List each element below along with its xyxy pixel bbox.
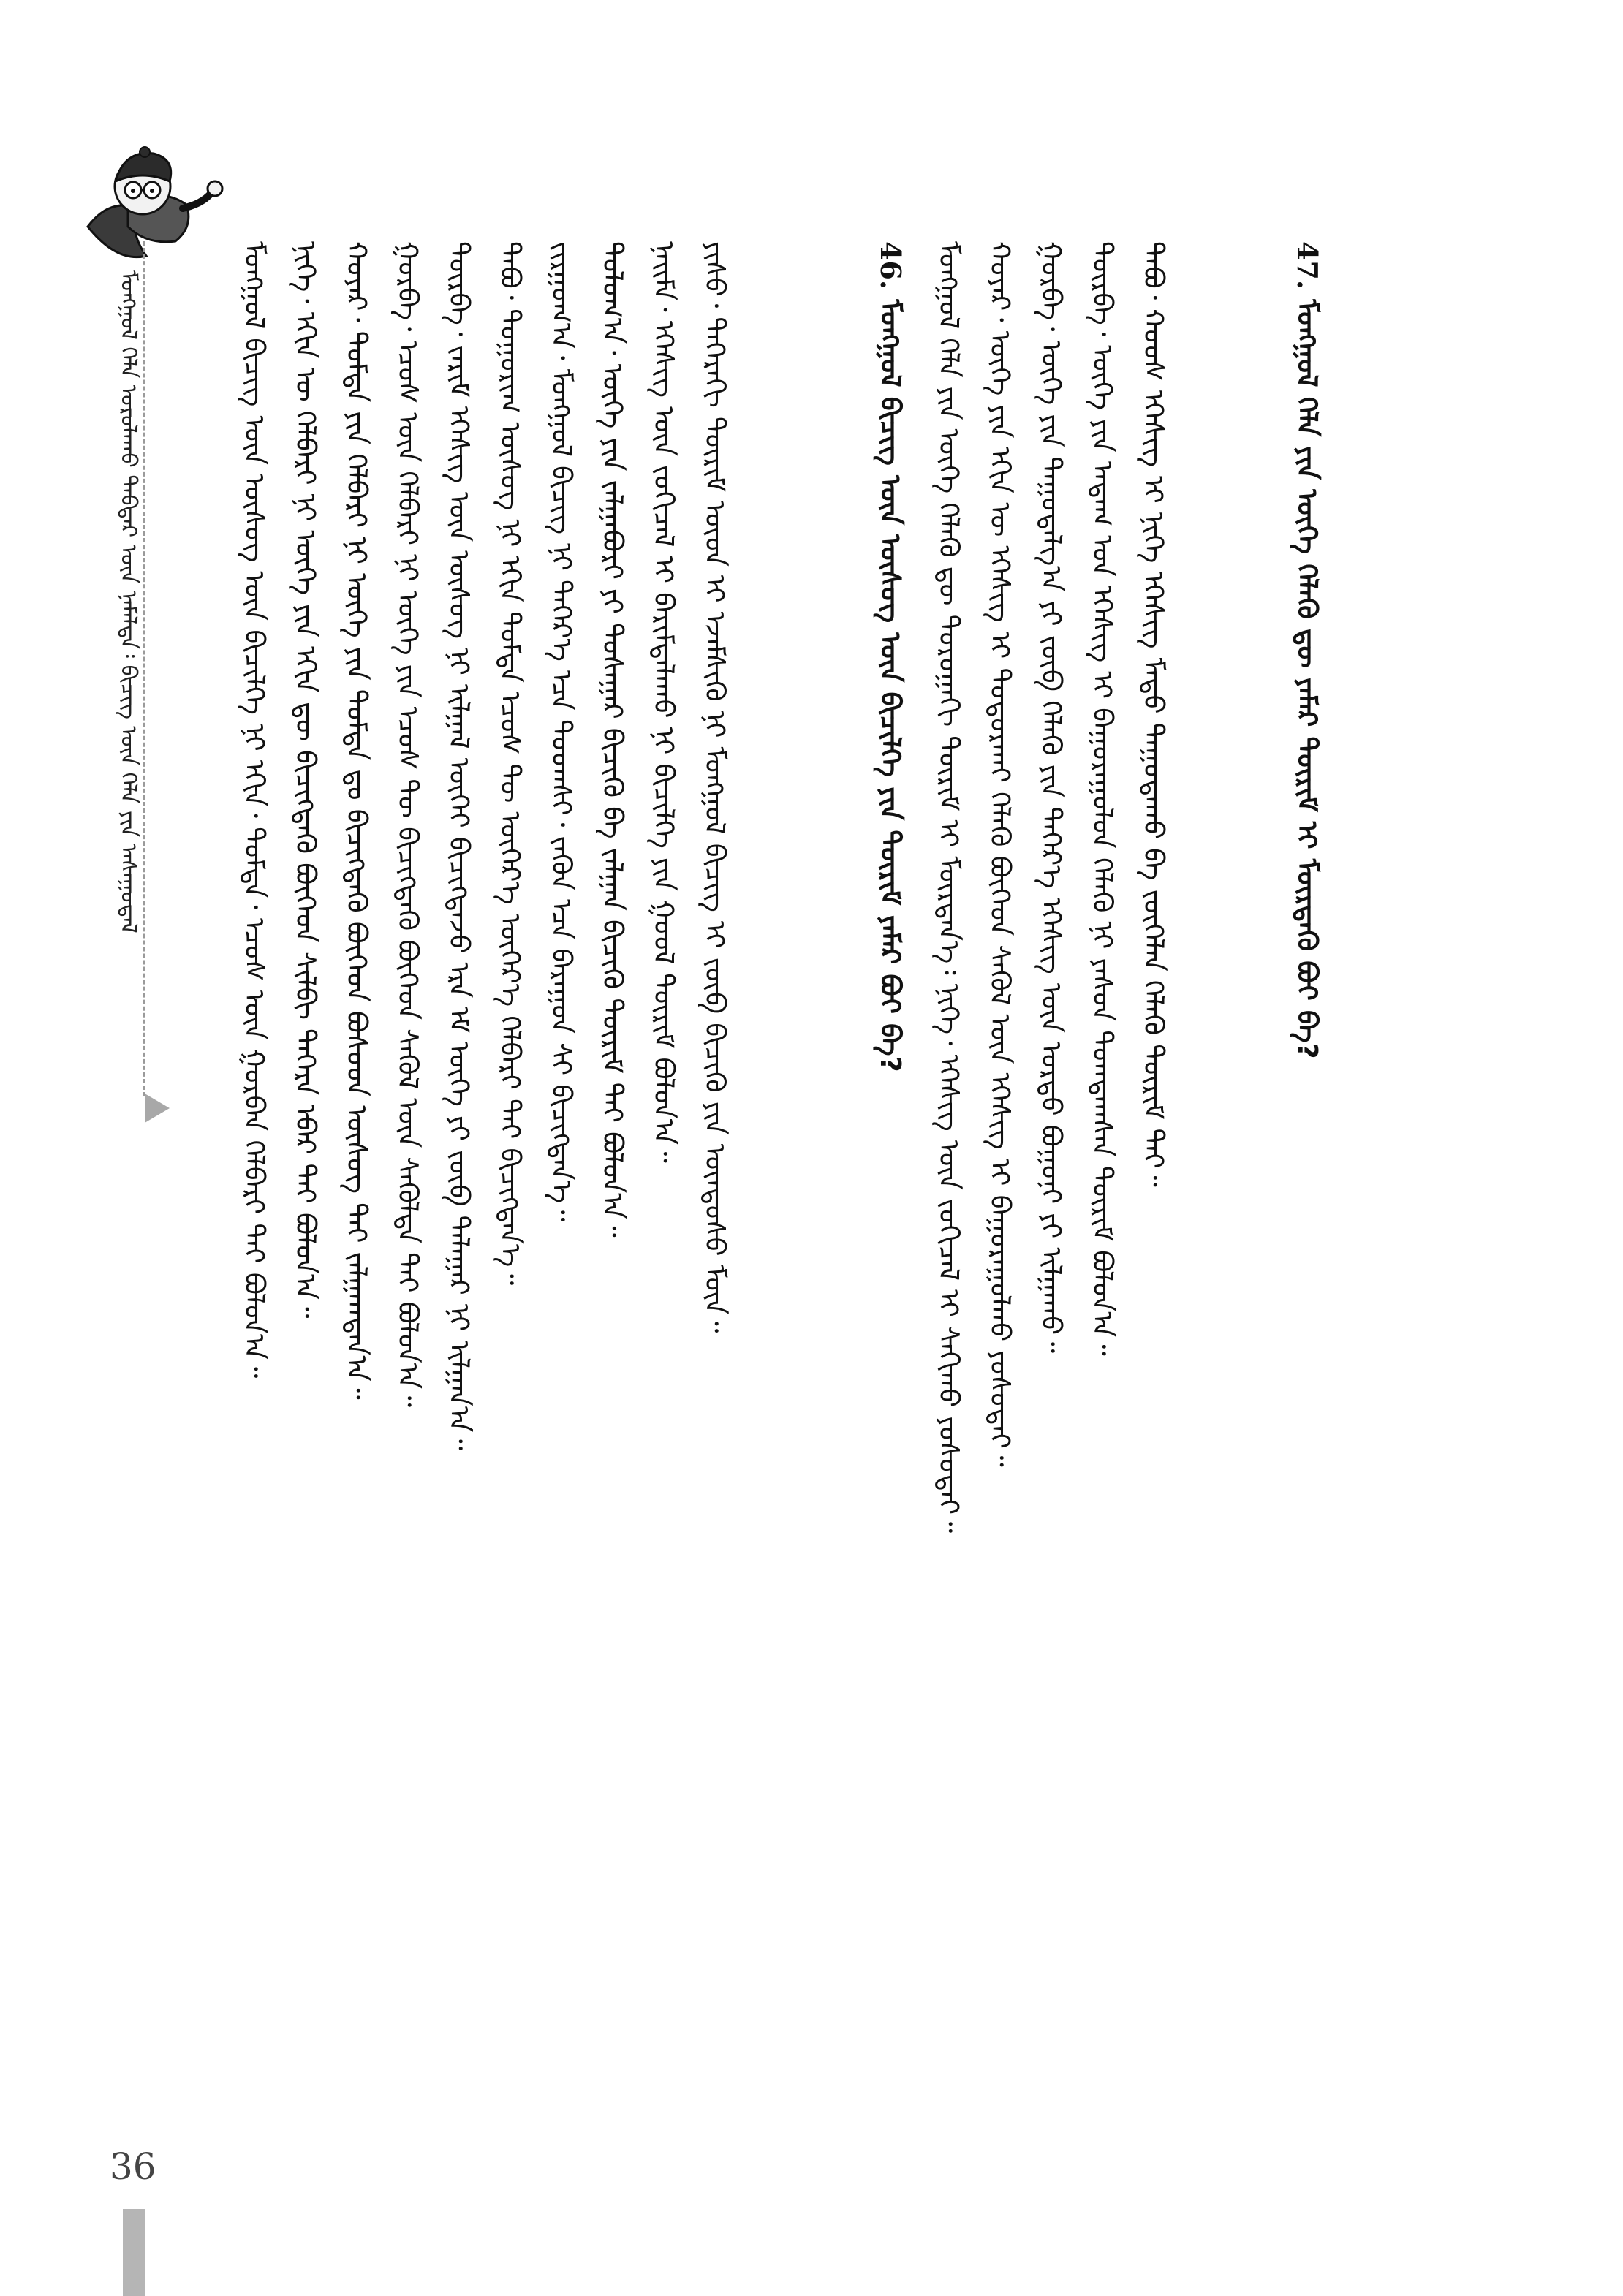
q47-body-line-3: ᠭᠤᠷᠪᠠ᠂ ᠦᠭᠡ ᠶᠢᠨ ᠳᠠᠭᠤᠳᠠᠯᠭ᠎ᠠ ᠶᠢ ᠵᠥᠪ ᠬᠡᠯᠡᠬᠦ ᠶᠢᠨ ᠲᠡᠭᠡᠷ᠎ᠡ ᠡᠭᠡᠰᠢᠭ ᠦᠨ ᠤᠷᠳᠤ ᠪᠤᠭᠤᠨᠢ ᠶᠢ ᠢᠯᠭᠠᠬᠤ᠃ xyxy=(1035,241,1067,1354)
q46-body-line-4: ᠭᠤᠷᠪᠠ᠂ ᠡᠴᠦᠰ ᠦᠨ ᠬᠡᠯᠪᠡᠷᠢ ᠨᠢ ᠦᠭᠡ ᠶᠢᠨ ᠡᠴᠦᠰ ᠲᠦ ᠪᠢᠴᠢᠭᠳᠡᠬᠦ ᠪᠥᠭᠡᠳ ᠰᠡᠭᠦᠯ ᠦᠨ ᠰᠡᠭᠦᠯᠲᠡ ᠲᠡᠢ ᠪᠣᠯᠣᠨ᠎ᠠ᠃ xyxy=(392,241,424,1408)
q46-body-line-2: ᠨᠢᠭᠡ᠂ ᠡᠬᠢᠨ ᠦ ᠬᠡᠯᠪᠡᠷᠢ ᠨᠢ ᠦᠭᠡ ᠶᠢᠨ ᠡᠬᠢᠨ ᠳᠦ ᠪᠢᠴᠢᠭᠳᠡᠬᠦ ᠪᠥᠭᠡᠳ ᠰᠢᠯᠪᠢ ᠳᠡᠭᠡᠷᠡ ᠡᠪᠡᠷ ᠲᠡᠢ ᠪᠣᠯᠣᠨ᠎ᠠ᠃ xyxy=(290,241,322,1319)
q46-body-line-9: ᠨᠠᠢᠮᠠ᠂ ᠡᠭᠡᠰᠢᠭ ᠦᠨ ᠵᠣᠬᠢᠴᠠᠯ ᠢ ᠪᠠᠷᠢᠮᠲᠠᠯᠠᠬᠤ ᠨᠢ ᠪᠢᠴᠢᠯᠭᠡ ᠶᠢᠨ ᠭᠣᠣᠯ ᠳᠦᠷᠢᠮ ᠪᠣᠯᠣᠨ᠎ᠠ᠃ xyxy=(648,241,680,1163)
q47-body-line-4: ᠳᠥᠷᠪᠡ᠂ ᠦᠭᠡ ᠶᠢᠨ ᠠᠳᠠᠭ ᠤᠨ ᠡᠭᠡᠰᠢᠭ ᠢ ᠪᠠᠭᠤᠷᠠᠭᠤᠯᠤᠨ ᠬᠡᠯᠡᠬᠦ ᠨᠢ ᠶᠠᠰᠤᠨ ᠲᠣᠭᠲᠠᠭᠰᠠᠨ ᠳᠦᠷᠢᠮ ᠪᠣᠯᠣᠨ᠎ᠠ᠃ xyxy=(1086,241,1119,1356)
q46-heading xyxy=(870,241,911,2083)
q46-title: ᠮᠣᠩᠭᠣᠯ ᠪᠢᠴᠢᠭ ᠦᠨ ᠦᠰᠦᠭ ᠦᠨ ᠪᠢᠴᠢᠯᠭᠡ ᠶᠢᠨ ᠳᠦᠷᠢᠮ ᠶᠠᠮᠠᠷ ᠪᠤᠢ ᠪᠡ? xyxy=(874,299,907,1072)
q46-body-line-1: ᠮᠣᠩᠭᠣᠯ ᠪᠢᠴᠢᠭ ᠦᠨ ᠦᠰᠦᠭ ᠦᠨ ᠪᠢᠴᠢᠯᠭᠡ ᠨᠢ ᠡᠬᠢᠨ᠂ ᠳᠤᠮᠳᠠ᠂ ᠡᠴᠦᠰ ᠦᠨ ᠭᠤᠷᠪᠠᠨ ᠬᠡᠯᠪᠡᠷᠢ ᠲᠠᠢ ᠪᠣᠯᠣᠨ᠎ᠠ᠃ xyxy=(238,241,270,1379)
page-edge-bar xyxy=(123,2209,145,2296)
q47-number: 47. xyxy=(1291,241,1324,290)
triangle-arrow-icon xyxy=(145,1094,170,1123)
q47-body-line-1: ᠮᠣᠩᠭᠣᠯ ᠬᠡᠯᠡ ᠶᠢᠨ ᠦᠭᠡ ᠬᠡᠯᠡᠬᠦ ᠳᠦ ᠳᠣᠷᠣᠭᠠᠬᠢ ᠳᠦᠷᠢᠮ ᠢ ᠮᠦᠷᠳᠡᠨ᠎ᠡ᠄ ᠨᠢᠭᠡ᠂ ᠡᠭᠡᠰᠢᠭ ᠦᠨ ᠵᠣᠬᠢᠴᠠᠯ ᠢ ᠰᠠᠬᠢᠬᠤ ᠶᠣᠰᠣᠲᠠᠢ᠃ xyxy=(933,241,965,1534)
flying-mascot-illustration xyxy=(58,117,227,285)
running-header: ᠮᠣᠩᠭᠣᠯ ᠬᠡᠯᠡ ᠤᠷᠤᠯᠠᠬᠤ ᠳᠡᠪᠲᠡᠷ ᠦᠨ ᠨᠡᠮᠡᠯᠲᠡ᠄ ᠪᠢᠴᠢᠭ ᠦᠨ ᠬᠡᠯᠡ ᠶᠢᠨ ᠠᠰᠠᠭᠤᠳᠠᠯ xyxy=(116,270,141,933)
q46-body-line-8: ᠳᠣᠯᠣᠭ᠎ᠠ᠂ ᠦᠭᠡ ᠶᠢᠨ ᠵᠠᠯᠭᠠᠪᠤᠷᠢ ᠶᠢ ᠲᠤᠰᠠᠭᠠᠷ ᠪᠢᠴᠢᠬᠦ ᠪᠠ ᠵᠠᠯᠭᠠᠨ ᠪᠢᠴᠢᠬᠦ ᠳᠦᠷᠢᠮ ᠲᠠᠢ ᠪᠣᠯᠣᠨ᠎ᠠ᠃ xyxy=(597,241,629,1238)
q46-body-line-5: ᠳᠥᠷᠪᠡ᠂ ᠵᠠᠷᠢᠮ ᠡᠭᠡᠰᠢᠭ ᠦᠨ ᠦᠰᠦᠭ ᠨᠢ ᠢᠯᠭᠠᠯ ᠦᠭᠡᠢ ᠪᠢᠴᠢᠭᠳᠡᠵᠦ ᠡᠷᠡ ᠡᠮ ᠦᠭᠡ ᠶᠢ ᠵᠥᠪ ᠲᠠᠯᠠᠭᠠᠷ ᠨᠢ ᠢᠯᠭᠠᠨ᠎ᠠ᠃ xyxy=(443,241,475,1451)
q47-title: ᠮᠣᠩᠭᠣᠯ ᠬᠡᠯᠡ ᠶᠢᠨ ᠦᠭᠡ ᠬᠡᠯᠡᠬᠦ ᠳᠦ ᠶᠠᠮᠠᠷ ᠳᠦᠷᠢᠮ ᠢ ᠮᠦᠷᠳᠡᠬᠦ ᠪᠤᠢ ᠪᠡ? xyxy=(1291,299,1323,1059)
page-number: 36 xyxy=(110,2145,156,2188)
q46-body-line-10: ᠶᠢᠰᠦ᠂ ᠳᠡᠭᠡᠷᠡᠬᠢ ᠳᠦᠷᠢᠮ ᠦᠳ ᠢ ᠡᠵᠡᠮᠰᠢᠬᠦ ᠨᠢ ᠮᠣᠩᠭᠣᠯ ᠪᠢᠴᠢᠭ ᠢ ᠵᠥᠪ ᠪᠢᠴᠢᠬᠦ ᠶᠢᠨ ᠦᠨᠳᠦᠰᠦ ᠮᠥᠨ᠃ xyxy=(699,241,731,1333)
q46-body-line-3: ᠬᠣᠶᠠᠷ᠂ ᠳᠤᠮᠳᠠ ᠶᠢᠨ ᠬᠡᠯᠪᠡᠷᠢ ᠨᠢ ᠦᠭᠡ ᠶᠢᠨ ᠳᠤᠮᠳᠠ ᠳᠤ ᠪᠢᠴᠢᠭᠳᠡᠬᠦ ᠪᠥᠭᠡᠳ ᠪᠤᠰᠤᠳ ᠦᠰᠦᠭ ᠲᠡᠢ ᠵᠠᠯᠭᠠᠭᠳᠠᠨ᠎ᠠ᠃ xyxy=(341,241,373,1400)
q46-body-line-7: ᠵᠢᠷᠭᠤᠭ᠎ᠠ᠂ ᠮᠣᠩᠭᠣᠯ ᠪᠢᠴᠢᠭ ᠨᠢ ᠳᠡᠭᠡᠷ᠎ᠡ ᠡᠴᠡ ᠳᠣᠣᠭᠰᠢ᠂ ᠵᠡᠭᠦᠨ ᠡᠴᠡ ᠪᠠᠷᠠᠭᠤᠨ ᠰᠢ ᠪᠢᠴᠢᠭᠳᠡᠨ᠎ᠡ᠃ xyxy=(545,241,578,1222)
q46-number: 46. xyxy=(874,241,907,290)
q47-body-line-2: ᠬᠣᠶᠠᠷ᠂ ᠦᠭᠡ ᠶᠢᠨ ᠡᠬᠢᠨ ᠦ ᠡᠭᠡᠰᠢᠭ ᠢ ᠲᠣᠳᠣᠷᠬᠠᠢ ᠬᠡᠯᠡᠬᠦ ᠪᠥᠭᠡᠳ ᠰᠡᠭᠦᠯ ᠦᠨ ᠡᠭᠡᠰᠢᠭ ᠢ ᠪᠠᠭᠤᠷᠠᠭᠤᠯᠬᠤ ᠶᠣᠰᠣᠲᠠᠢ᠃ xyxy=(984,241,1016,1467)
q47-body-line-5: ᠲᠠᠪᠤ᠂ ᠬᠣᠣᠰ ᠡᠭᠡᠰᠢᠭ ᠢ ᠨᠢᠭᠡ ᠡᠭᠡᠰᠢᠭ ᠮᠡᠲᠦ ᠳᠠᠭᠤᠳᠠᠬᠤ ᠪᠠ ᠵᠥᠭᠡᠯᠡᠨ ᠬᠡᠯᠡᠬᠦ ᠳᠦᠷᠢᠮ ᠲᠠᠢ᠃ xyxy=(1138,241,1170,1187)
q46-body-line-6: ᠲᠠᠪᠤ᠂ ᠲᠣᠭᠣᠷᠢᠭ ᠦᠰᠦᠭ ᠨᠢ ᠡᠬᠢᠨ ᠳᠤᠮᠳᠠ ᠡᠴᠦᠰ ᠲᠦ ᠥᠭᠡᠷ᠎ᠡ ᠥᠭᠡᠷ᠎ᠡ ᠬᠡᠯᠪᠡᠷᠢ ᠲᠠᠢ ᠪᠢᠴᠢᠭᠳᠡᠨ᠎ᠡ᠃ xyxy=(494,241,526,1286)
q47-heading xyxy=(1287,241,1328,2083)
dashed-divider xyxy=(143,241,145,1096)
